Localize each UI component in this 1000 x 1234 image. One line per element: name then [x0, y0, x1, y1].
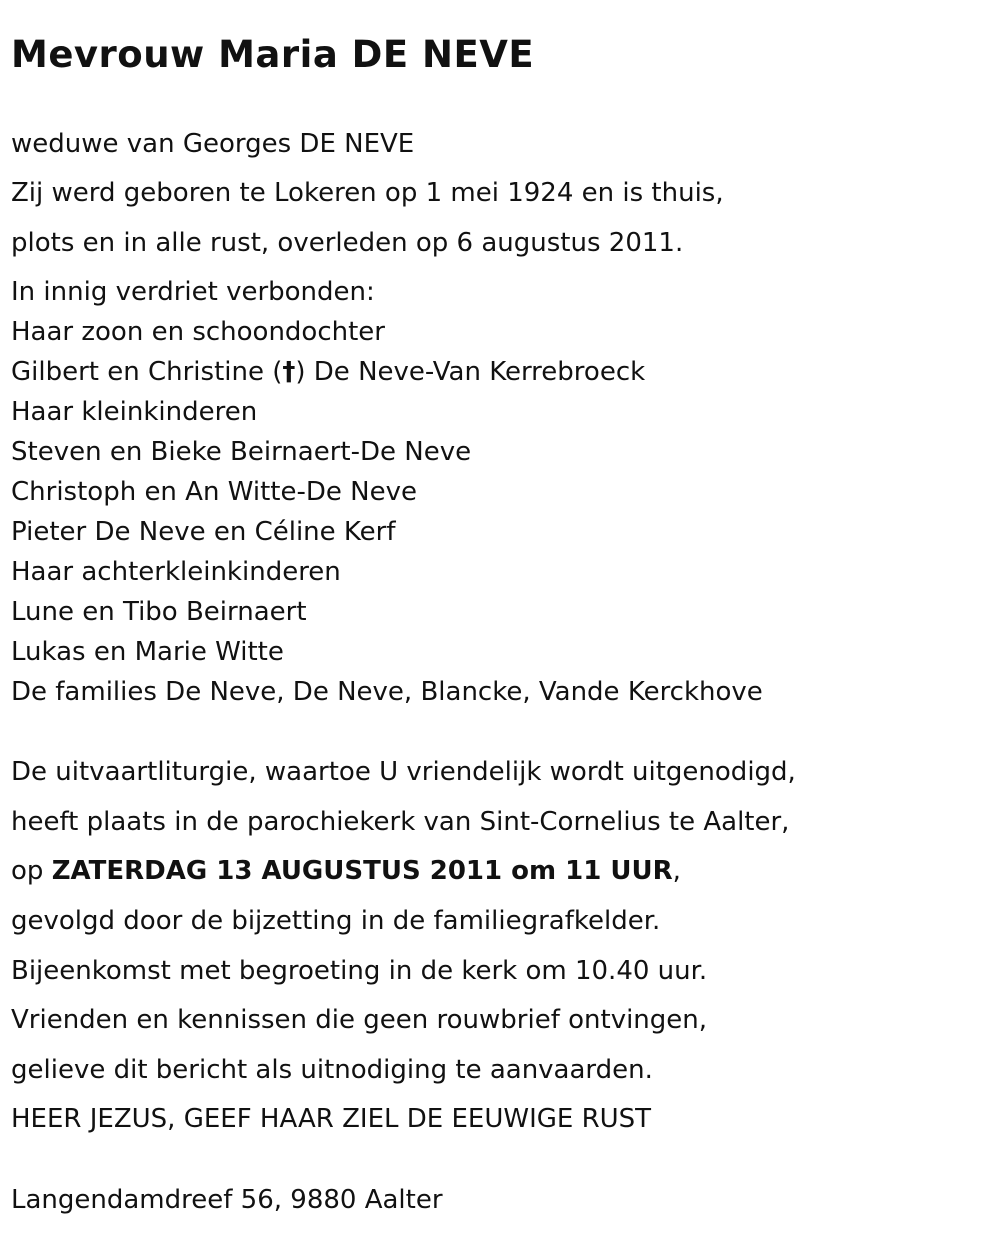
- mourners-heading: In innig verdriet verbonden:: [11, 277, 375, 307]
- great-grandchild-line: Lukas en Marie Witte: [11, 637, 284, 667]
- gathering-line: Bijeenkomst met begroeting in de kerk om 10.40 uur.: [11, 956, 708, 986]
- families-line: De families De Neve, De Neve, Blancke, Vande Kerckhove: [11, 677, 763, 707]
- great-grandchildren-heading: Haar achterkleinkinderen: [11, 557, 341, 587]
- page-title: Mevrouw Maria DE NEVE: [11, 33, 535, 76]
- funeral-date-pre: op: [11, 856, 52, 886]
- cross-icon: †: [282, 357, 296, 387]
- burial-line: gevolgd door de bijzetting in de familiegrafkelder.: [11, 906, 661, 936]
- funeral-date: ZATERDAG 13 AUGUSTUS 2011 om 11 UUR: [51, 856, 673, 886]
- son-line-pre: Gilbert en Christine (: [11, 357, 283, 387]
- son-line: [11, 355, 645, 389]
- prayer-line: HEER JEZUS, GEEF HAAR ZIEL DE EEUWIGE RUST: [11, 1104, 652, 1134]
- friends-line: Vrienden en kennissen die geen rouwbrief ontvingen,: [11, 1005, 708, 1035]
- son-heading: Haar zoon en schoondochter: [11, 317, 385, 347]
- birth-line: Zij werd geboren te Lokeren op 1 mei 1924 en is thuis,: [11, 178, 724, 208]
- grandchild-line: Christoph en An Witte-De Neve: [11, 477, 417, 507]
- funeral-date-line: [11, 854, 681, 888]
- death-line: plots en in alle rust, overleden op 6 augustus 2011.: [11, 228, 684, 258]
- funeral-line-1: De uitvaartliturgie, waartoe U vriendelijk wordt uitgenodigd,: [11, 757, 796, 787]
- grandchild-line: Pieter De Neve en Céline Kerf: [11, 517, 396, 547]
- funeral-line-2: heeft plaats in de parochiekerk van Sint-Cornelius te Aalter,: [11, 807, 790, 837]
- invitation-line: gelieve dit bericht als uitnodiging te aanvaarden.: [11, 1055, 653, 1085]
- grandchildren-heading: Haar kleinkinderen: [11, 397, 258, 427]
- great-grandchild-line: Lune en Tibo Beirnaert: [11, 597, 307, 627]
- funeral-date-post: ,: [672, 856, 681, 886]
- widow-line: weduwe van Georges DE NEVE: [11, 129, 415, 159]
- grandchild-line: Steven en Bieke Beirnaert-De Neve: [11, 437, 472, 467]
- son-line-post: ) De Neve-Van Kerrebroeck: [295, 357, 646, 387]
- address-line: Langendamdreef 56, 9880 Aalter: [11, 1185, 443, 1215]
